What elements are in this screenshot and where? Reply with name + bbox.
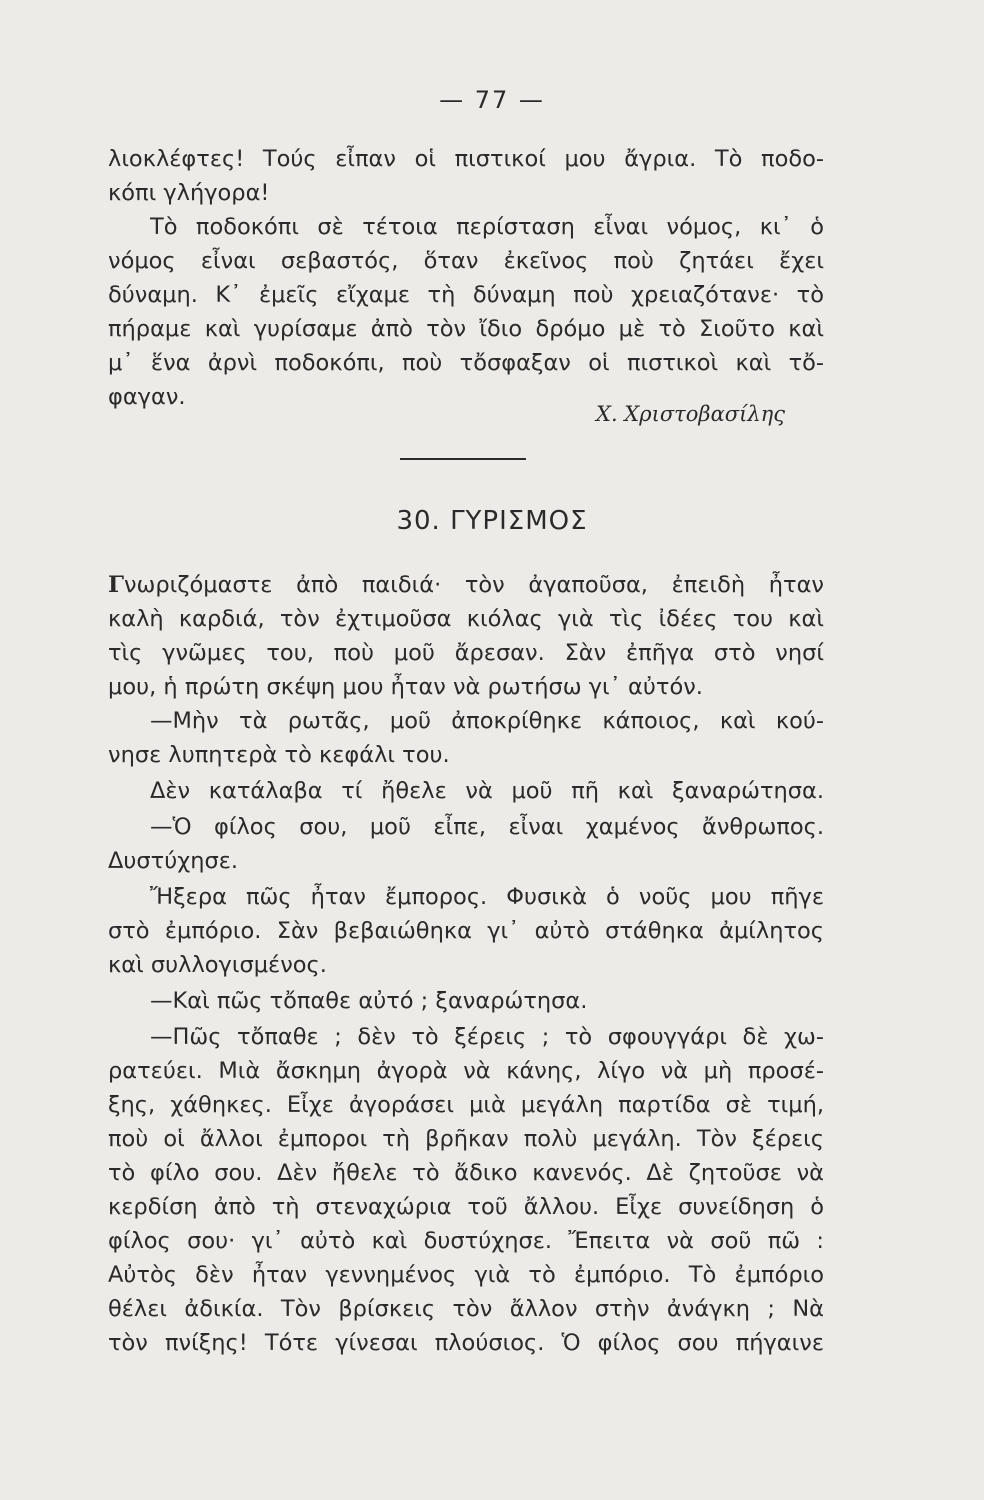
text-line: δύναμη. Κ᾽ ἐμεῖς εἴχαμε τὴ δύναμη ποὺ χρειαζότανε· τὸ bbox=[108, 282, 824, 308]
text-line: στὸ ἐμπόριο. Σὰν βεβαιώθηκα γι᾽ αὐτὸ στάθηκα ἀμίλητος bbox=[108, 918, 824, 944]
text-line: Τὸ ποδοκόπι σὲ τέτοια περίσταση εἶναι νόμος, κι᾽ ὁ bbox=[150, 214, 824, 240]
text-line: μ᾽ ἕνα ἀρνὶ ποδοκόπι, ποὺ τὄσφαξαν οἱ πιστικοὶ καὶ τὄ- bbox=[108, 350, 824, 376]
text-line: —Μὴν τὰ ρωτᾶς, μοῦ ἀποκρίθηκε κάποιος, καὶ κού- bbox=[150, 708, 824, 734]
text-line: θέλει ἀδικία. Τὸν βρίσκεις τὸν ἄλλον στὴν ἀνάγκη ; Νὰ bbox=[108, 1296, 824, 1322]
text-line: Ἤξερα πῶς ἦταν ἔμπορος. Φυσικὰ ὁ νοῦς μου πῆγε bbox=[150, 884, 824, 910]
text-line: ποὺ οἱ ἄλλοι ἐμποροι τὴ βρῆκαν πολὺ μεγάλη. Τὸν ξέρεις bbox=[108, 1126, 824, 1152]
text-line: τὸ φίλο σου. Δὲν ἤθελε τὸ ἄδικο κανενός. Δὲ ζητοῦσε νὰ bbox=[108, 1160, 824, 1186]
text-line: κόπι γλήγορα! bbox=[108, 180, 270, 206]
text-line: Δυστύχησε. bbox=[108, 848, 239, 874]
page-number: — 77 — bbox=[439, 86, 545, 114]
text-line: —Ὁ φίλος σου, μοῦ εἶπε, εἶναι χαμένος ἄνθρωπος. bbox=[150, 814, 824, 840]
text-line: καλὴ καρδιά, τὸν ἐχτιμοῦσα κιόλας γιὰ τὶς ἰδέες του καὶ bbox=[108, 606, 824, 632]
text-line: νησε λυπητερὰ τὸ κεφάλι του. bbox=[108, 742, 450, 768]
text-line: Αὐτὸς δὲν ἦταν γεννημένος γιὰ τὸ ἐμπόριο. Τὸ ἐμπόριο bbox=[108, 1262, 824, 1288]
text-line: τὶς γνῶμες του, ποὺ μοῦ ἄρεσαν. Σὰν ἐπῆγα στὸ νησί bbox=[108, 640, 824, 666]
text-line: Δὲν κατάλαβα τί ἤθελε νὰ μοῦ πῆ καὶ ξαναρώτησα. bbox=[150, 778, 824, 804]
text-line: ξης, χάθηκες. Εἶχε ἀγοράσει μιὰ μεγάλη παρτίδα σὲ τιμή, bbox=[108, 1092, 824, 1118]
drop-cap: Γ bbox=[108, 572, 124, 598]
text-line: φίλος σου· γι᾽ αὐτὸ καὶ δυστύχησε. Ἔπειτα νὰ σοῦ πῶ : bbox=[108, 1228, 824, 1254]
text-line: φαγαν. bbox=[108, 384, 186, 410]
text-line: ρατεύει. Μιὰ ἄσκημη ἀγορὰ νὰ κάνης, λίγο νὰ μὴ προσέ- bbox=[108, 1058, 824, 1084]
first-line-text: νωριζόμαστε ἀπὸ παιδιά· τὸν ἀγαποῦσα, ἐπειδὴ ἦταν bbox=[123, 572, 824, 598]
text-line: κερδίση ἀπὸ τὴ στεναχώρια τοῦ ἄλλου. Εἶχε συνείδηση ὁ bbox=[108, 1194, 824, 1220]
text-line: τὸν πνίξης! Τότε γίνεσαι πλούσιος. Ὁ φίλος σου πήγαινε bbox=[108, 1330, 824, 1356]
text-line: καὶ συλλογισμένος. bbox=[108, 952, 327, 978]
text-line: πήραμε καὶ γυρίσαμε ἀπὸ τὸν ἴδιο δρόμο μὲ τὸ Σιοῦτο καὶ bbox=[108, 316, 824, 342]
text-line: μου, ἡ πρώτη σκέψη μου ἦταν νὰ ρωτήσω γι᾽ αὐτόν. bbox=[108, 674, 703, 700]
first-text-line bbox=[108, 568, 824, 602]
section-divider bbox=[400, 458, 526, 460]
text-line: —Καὶ πῶς τὄπαθε αὐτό ; ξαναρώτησα. bbox=[150, 988, 588, 1014]
text-line: νόμος εἶναι σεβαστός, ὅταν ἐκεῖνος ποὺ ζητάει ἔχει bbox=[108, 248, 824, 274]
author-signature: Χ. Χριστοβασίλης bbox=[596, 402, 785, 426]
section-title: 30. ΓΥΡΙΣΜΟΣ bbox=[396, 506, 588, 536]
text-line: λιοκλέφτες! Τούς εἶπαν οἱ πιστικοί μου ἄγρια. Τὸ ποδο- bbox=[108, 146, 824, 172]
text-line: —Πῶς τὄπαθε ; δὲν τὸ ξέρεις ; τὸ σφουγγάρι δὲ χω- bbox=[150, 1024, 824, 1050]
